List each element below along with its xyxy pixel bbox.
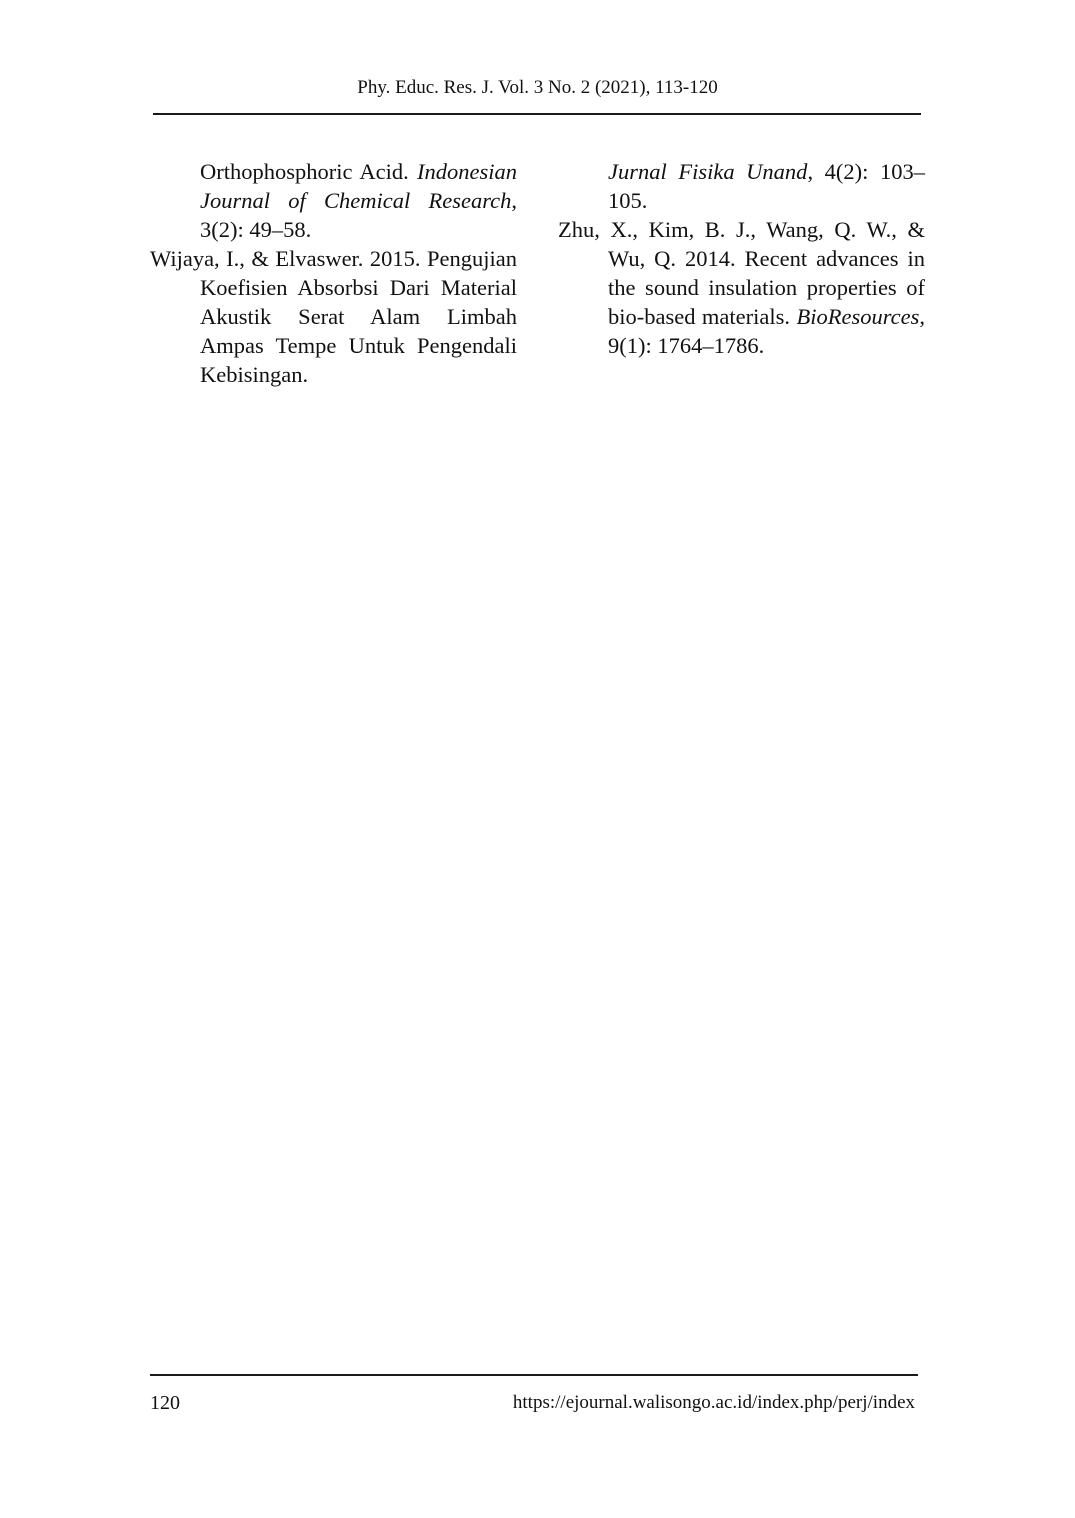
page-number: 120 bbox=[150, 1392, 180, 1414]
running-head: Phy. Educ. Res. J. Vol. 3 No. 2 (2021), 113-120 bbox=[357, 77, 718, 98]
reference-entry-wijaya bbox=[150, 244, 517, 389]
reference-journal: Indonesian Journal of Chemical Research bbox=[200, 159, 517, 213]
journal-url[interactable]: https://ejournal.walisongo.ac.id/index.php/perj/index bbox=[512, 1392, 915, 1413]
reference-journal: Jurnal Fisika Unand bbox=[608, 159, 808, 184]
reference-text: , 9(1): 1764–1786. bbox=[608, 304, 925, 358]
reference-text: , 4(2): 103–105. bbox=[608, 159, 925, 213]
reference-entry-chemical-research bbox=[150, 157, 517, 244]
header-rule bbox=[153, 113, 921, 115]
reference-journal: BioResources bbox=[796, 304, 920, 329]
reference-text: Wijaya, I., & Elvaswer. 2015. Pengujian Koefisien Absorbsi Dari Material Akustik Serat Alam Limbah Ampas Tempe Untuk Pengendali Kebisingan. bbox=[150, 246, 517, 387]
reference-column-right bbox=[558, 157, 925, 360]
footer-rule bbox=[150, 1374, 918, 1376]
reference-text: , 3(2): 49–58. bbox=[200, 188, 517, 242]
reference-entry-fisika-unand bbox=[558, 157, 925, 215]
reference-entry-zhu bbox=[558, 215, 925, 360]
reference-column-left bbox=[150, 157, 517, 389]
reference-text: Zhu, X., Kim, B. J., Wang, Q. W., & Wu, Q. 2014. Recent advances in the sound insulation properties of bio-based materials. bbox=[558, 217, 925, 329]
reference-text: Orthophosphoric Acid. bbox=[200, 159, 417, 184]
